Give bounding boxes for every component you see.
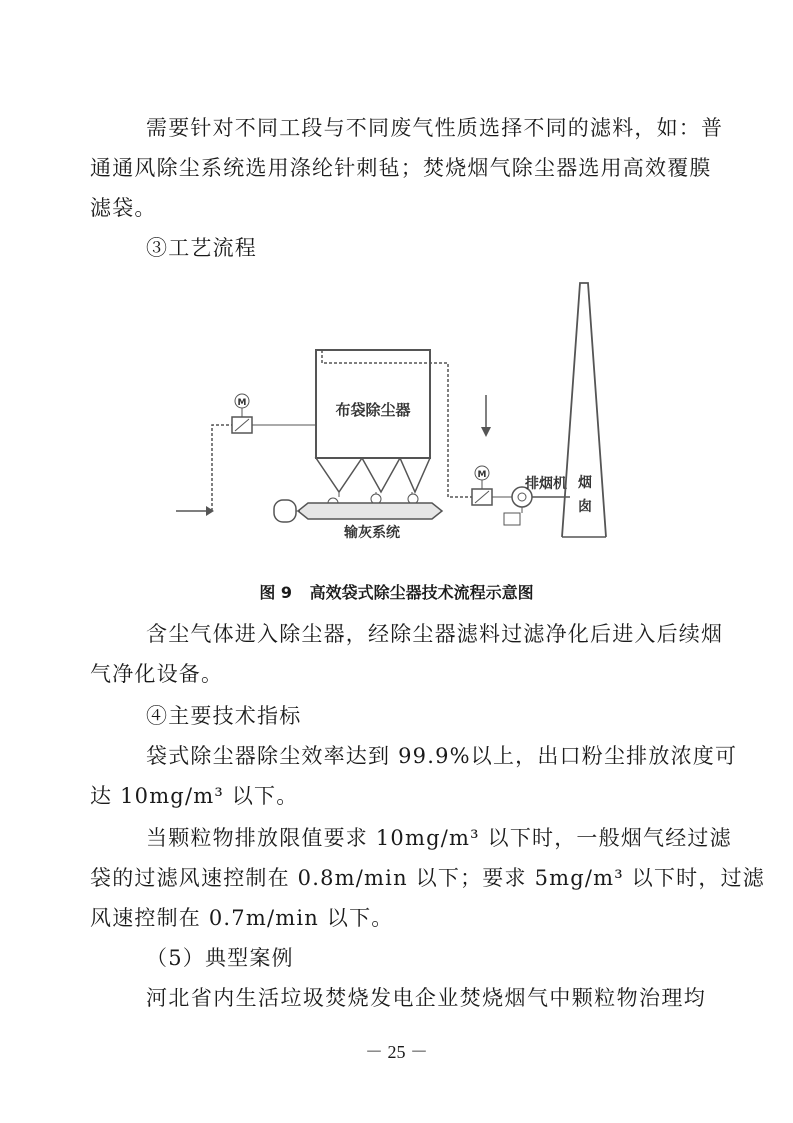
text-line: 气净化设备。 [90, 662, 224, 686]
ash-system-label: 输灰系统 [344, 525, 400, 541]
text-line: 当颗粒物排放限值要求 10mg/m³ 以下时，一般烟气经过滤 [146, 826, 732, 850]
text-line: 河北省内生活垃圾焚烧发电企业焚烧烟气中颗粒物治理均 [146, 986, 706, 1010]
fan-label: 排烟机 [525, 476, 567, 492]
baghouse-label: 布袋除尘器 [335, 401, 411, 419]
inlet-arrow-icon [206, 506, 214, 516]
text-line: 风速控制在 0.7m/min 以下。 [90, 906, 394, 930]
fan-motor-icon [504, 513, 520, 525]
text-line: 达 10mg/m³ 以下。 [90, 784, 299, 808]
hopper-3 [400, 458, 430, 492]
text-line: 含尘气体进入除尘器，经除尘器滤料过滤净化后进入后续烟 [146, 622, 724, 646]
chimney-label-2: 囱 [578, 499, 592, 515]
down-arrow-icon [481, 427, 491, 437]
motor-label: M [237, 398, 247, 408]
page-number: － 25 － [365, 1042, 428, 1062]
text-line: 滤袋。 [90, 196, 157, 220]
text-line: 袋的过滤风速控制在 0.8m/min 以下；要求 5mg/m³ 以下时，过滤 [90, 866, 765, 890]
figure-title: 高效袋式除尘器技术流程示意图 [309, 583, 534, 602]
figure-caption [0, 580, 793, 603]
process-flow-diagram [0, 275, 793, 565]
text-line: 需要针对不同工段与不同废气性质选择不同的滤料，如：普 [146, 116, 724, 140]
text-line: 袋式除尘器除尘效率达到 99.9%以上，出口粉尘排放浓度可 [146, 744, 738, 768]
figure-number: 图 9 [259, 583, 293, 602]
hopper-1 [316, 458, 362, 492]
motor-label: M [477, 470, 487, 480]
section-heading-process: ③工艺流程 [146, 236, 257, 260]
text-line: 通通风除尘系统选用涤纶针刺毡；焚烧烟气除尘器选用高效覆膜 [90, 156, 712, 180]
outlet-duct [322, 350, 472, 497]
blower-icon [274, 500, 296, 522]
section-heading-indicators: ④主要技术指标 [146, 704, 302, 728]
ash-conveyor [298, 503, 442, 519]
inlet-duct [212, 425, 232, 511]
chimney-label-1: 烟 [578, 475, 592, 491]
section-heading-case: （5）典型案例 [146, 946, 294, 970]
hopper-2 [362, 458, 400, 492]
